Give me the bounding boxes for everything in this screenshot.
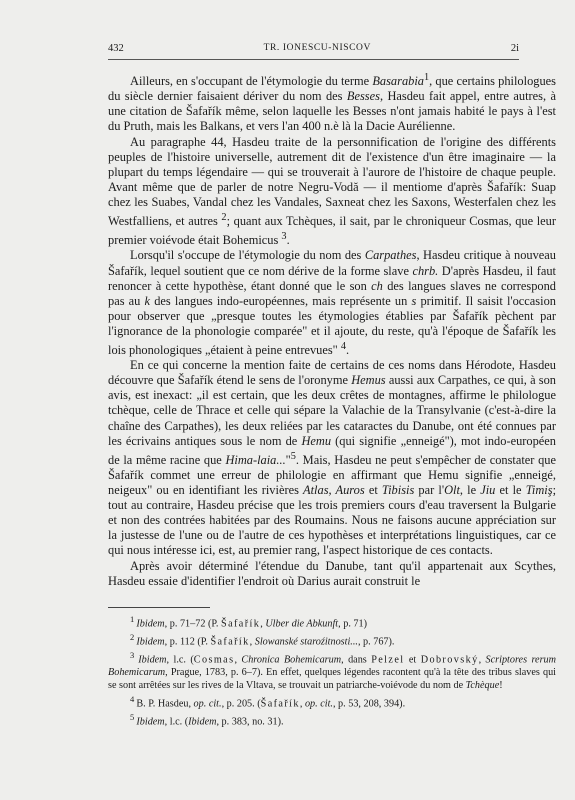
italic-text: Chronica Bohemicarum [241, 654, 342, 666]
note-marker: 2 [221, 211, 227, 223]
running-header [108, 40, 519, 60]
spaced-name: Pelzel [371, 654, 405, 666]
page-number: 432 [108, 42, 124, 54]
note-marker: 2 [130, 631, 137, 642]
italic-text: Scriptores rerum Bohemicarum [108, 654, 556, 679]
text-run: , p. 205. ( [221, 698, 261, 710]
italic-text: op. cit. [193, 698, 222, 710]
italic-text: Tibisis [381, 483, 415, 498]
spaced-name: Dobrovský [420, 654, 479, 666]
italic-text: k [144, 293, 151, 308]
body-text [108, 70, 556, 589]
text-run: , l.c. ( [166, 654, 194, 666]
italic-text: Hima-laia... [225, 452, 286, 467]
text-run: (qui signifie „enneigé"), mot indo-européen de la même racine que [108, 433, 556, 467]
italic-text: Hemu [301, 433, 332, 448]
note-marker: 3 [130, 649, 139, 660]
italic-text: chrb. [412, 263, 439, 278]
italic-text: Basarabia [372, 74, 424, 89]
text-run: et [364, 483, 382, 498]
text-run: , Hasdeu critique à nouveau Šafařík, lequel soutient que ce nom dérive de la forme slave [108, 248, 556, 278]
italic-text: Ibidem [136, 715, 165, 727]
text-run: . Mais, Hasdeu ne peut s'empêcher de constater que Šafařík commet une erreur de philologie en affirmant que Hemu signifie „enneigé, neigeux" ou en identifiant les rivières [108, 452, 556, 498]
spaced-name: Cosmas [193, 654, 235, 666]
text-run: , l.c. ( [164, 715, 189, 727]
italic-text: Ibidem [188, 715, 217, 727]
paragraph [108, 358, 556, 558]
italic-text: Hemus [351, 373, 386, 388]
text-run: , [299, 698, 305, 710]
note-marker: 1 [423, 72, 430, 83]
paragraph [108, 248, 556, 358]
text-run: Ailleurs, en s'occupant de l'étymologie du terme [130, 74, 373, 89]
paragraph [108, 559, 556, 589]
footnote-separator [108, 607, 210, 608]
italic-text: Olt [444, 483, 460, 498]
running-title: TR. IONESCU-NISCOV [263, 43, 371, 53]
text-run: ; quant aux Tchèques, il sait, par le chroniqueur Cosmas, que leur premier voiévode était Bohemicus [108, 214, 556, 248]
italic-text: Ulber die Abkunft [265, 618, 339, 630]
text-run: Après avoir déterminé l'étendue du Danube, tant qu'il appartenait aux Scythes, Hasdeu essaie d'identifier l'endroit où Darius aurait construit le [108, 558, 556, 588]
text-run: , [478, 654, 486, 666]
italic-text: op. cit. [304, 698, 333, 710]
text-run: , p. 767). [357, 636, 395, 648]
text-run: , p. 383, no. 31). [216, 715, 284, 727]
footnote [108, 649, 556, 692]
paragraph [108, 70, 556, 135]
italic-text: Ibidem [136, 618, 165, 630]
note-marker: 4 [340, 340, 347, 352]
text-run: ; tout au contraire, Hasdeu précise que les trois premiers cours d'eau traversent la Bulgarie et non des contrées habitées par des Roumains. Nous ne faisons aucune appréciation sur la justesse de l'une ou de l'autre de ces hypothèses et interprétations linguistiques, car ce qui nous intéresse ici, est, au premier rang, l'aspect historique de ces contacts. [108, 483, 557, 558]
footnote [108, 693, 556, 710]
text-run: aussi aux Carpathes, ce qui, à son avis, est inexact: „il est certain, que les deux crêtes de montagnes, affirme le philologue tchèque, celle de Thrace et celle qui sépare la Valachie de la Transylvanie (c'est-à-dire la chaîne des Carpathes), les deux reliées par les cataractes du Danube, ont été connues par les écrivains antiques sous le nom de [108, 373, 557, 448]
text-run: " [285, 452, 291, 467]
text-run: , Prague, 1783, p. 6–7). En effet, quelques légendes racontent qu'à la tête des tribus slaves qui se sont arrêtées sur les rives de la Vltava, se trouvait un patriarche-voiévode du nom de [108, 667, 556, 692]
text-run: B. P. Hasdeu, [136, 698, 194, 710]
text-run: et le [495, 483, 526, 498]
italic-text: Ibidem [138, 654, 167, 666]
spaced-name: Šafařík [221, 618, 261, 630]
italic-text: Jiu [480, 483, 496, 498]
spaced-name: Šafařík [210, 636, 250, 648]
text-run: Au paragraphe 44, Hasdeu traite de la personnification de l'origine des différents peuples de l'histoire universelle, autrement dit de l'existence d'un être imaginaire — la plupart du temps légendaire — qui se trouverait à l'aurore de l'histoire de chaque peuple. Avant même que de parler de notre Negru-Vodă — il mentiome d'après Šafařík: Suap chez les Suabes, Vandal chez les Vandales, Saxneat chez les Saxons, Westerfalen chez les Westfalliens, et autres [108, 134, 556, 229]
text-run: Lorsqu'il s'occupe de l'étymologie du nom des [130, 248, 365, 263]
footnote [108, 631, 556, 648]
footnotes [108, 613, 556, 728]
footnote [108, 613, 556, 630]
text-run: ! [499, 680, 503, 692]
italic-text: Timiş [525, 483, 553, 498]
text-run: , le [459, 483, 481, 498]
text-run: , que certains philologues du siècle dernier faisaient dériver du nom des [108, 74, 556, 104]
note-marker: 3 [281, 231, 287, 243]
text-run: , [249, 636, 255, 648]
note-marker: 1 [130, 614, 137, 624]
text-run: , p. 71) [338, 618, 367, 630]
text-run: . [346, 343, 350, 358]
italic-text: s [411, 293, 417, 308]
text-run: , [234, 654, 242, 666]
text-run: , p. 53, 208, 394). [332, 698, 406, 710]
text-run: des langues indo-européennes, mais représente un [150, 293, 412, 308]
italic-text: Atlas, Auros [303, 483, 365, 498]
paragraph [108, 135, 556, 249]
italic-text: Carpathes [364, 248, 417, 263]
text-run: , Hasdeu fait appel, entre autres, à une citation de Šafařík même, selon laquelle les Besses n'ont jamais habité le pays à l'est du Pruth, mais les Balkans, et vers l'an 400 n.è là la Dacie Aurélienne. [108, 89, 556, 134]
italic-text: Ibidem [136, 636, 165, 648]
text-run: D'après Hasdeu, il faut renoncer à cette hypothèse, étant donné que le son [108, 263, 556, 293]
italic-text: Besses [346, 89, 380, 104]
text-run: des langues slaves ne correspond pas au [108, 278, 556, 308]
text-run: par l' [414, 483, 445, 498]
text-run: , [260, 618, 266, 630]
text-run: . [286, 233, 290, 248]
italic-text: Slowanské staroźitnosti... [254, 636, 358, 648]
text-run: , dans [341, 654, 372, 666]
note-marker: 5 [290, 450, 296, 462]
text-run: et [404, 654, 421, 666]
note-marker: 4 [130, 693, 137, 704]
footnote [108, 711, 556, 728]
note-marker: 5 [130, 711, 137, 722]
text-run: En ce qui concerne la mention faite de certains de ces noms dans Hérodote, Hasdeu découvre que Šafařík étend le sens de l'oronyme [108, 358, 556, 388]
text-run: , p. 112 (P. [164, 636, 211, 648]
italic-text: Tchèque [465, 680, 500, 692]
text-run: , p. 71–72 (P. [164, 618, 221, 630]
italic-text: ch [371, 278, 383, 293]
spaced-name: Šafařík [260, 698, 300, 710]
folio-mark: 2i [510, 42, 519, 54]
text-run: primitif. Il saisit l'occasion pour observer que „presque toutes les étymologies établies par Šafařík pèchent par l'ignorance de la phonologie comparée" et il ajoute, du reste, qu'à l'époque de Šafařík les lois phonologiques „étaient à peine entrevues" [108, 293, 556, 358]
